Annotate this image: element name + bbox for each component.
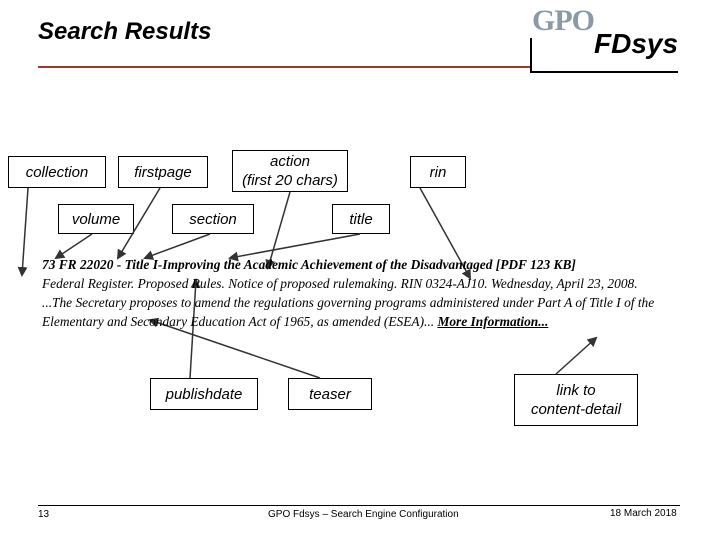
search-result-sample	[42, 255, 682, 331]
label-teaser: teaser	[288, 378, 372, 410]
label-link-line1: link to	[556, 382, 596, 399]
label-link-line2: content-detail	[530, 401, 622, 418]
gpo-logo-text: GPO	[532, 4, 594, 37]
arrow-collection	[22, 188, 28, 275]
slide-title: Search Results	[38, 18, 212, 45]
footer-caption: GPO Fdsys – Search Engine Configuration	[268, 509, 459, 520]
label-rin: rin	[410, 156, 466, 188]
fdsys-logo-text: FDsys	[594, 28, 679, 59]
label-publishdate: publishdate	[150, 378, 258, 410]
arrow-link	[556, 338, 596, 374]
footer-page-number: 13	[38, 509, 50, 520]
footer-divider	[38, 505, 680, 506]
label-firstpage: firstpage	[118, 156, 208, 188]
label-volume: volume	[58, 204, 134, 234]
label-action-line1: action	[269, 153, 311, 170]
label-title: title	[332, 204, 390, 234]
label-collection: collection	[8, 156, 106, 188]
arrow-firstpage	[118, 188, 160, 258]
label-action-line2: (first 20 chars)	[242, 172, 338, 189]
result-meta-line: Federal Register. Proposed Rules. Notice of proposed rulemaking. RIN 0324-AJ10. Wednesday, April 23, 2008.	[42, 276, 638, 291]
result-title-line: 73 FR 22020 - Title I-Improving the Academic Achievement of the Disadvantaged [PDF 123 KB]	[42, 257, 576, 272]
more-information-link[interactable]: More Information...	[437, 314, 549, 329]
footer-date: 18 March 2018	[610, 508, 677, 519]
label-section: section	[172, 204, 254, 234]
result-teaser: ...The Secretary proposes to amend the regulations governing programs administered under Part A of Title I of the Elementary and Secondary Education Act of 1965, as amended (ESEA)...	[42, 295, 655, 329]
